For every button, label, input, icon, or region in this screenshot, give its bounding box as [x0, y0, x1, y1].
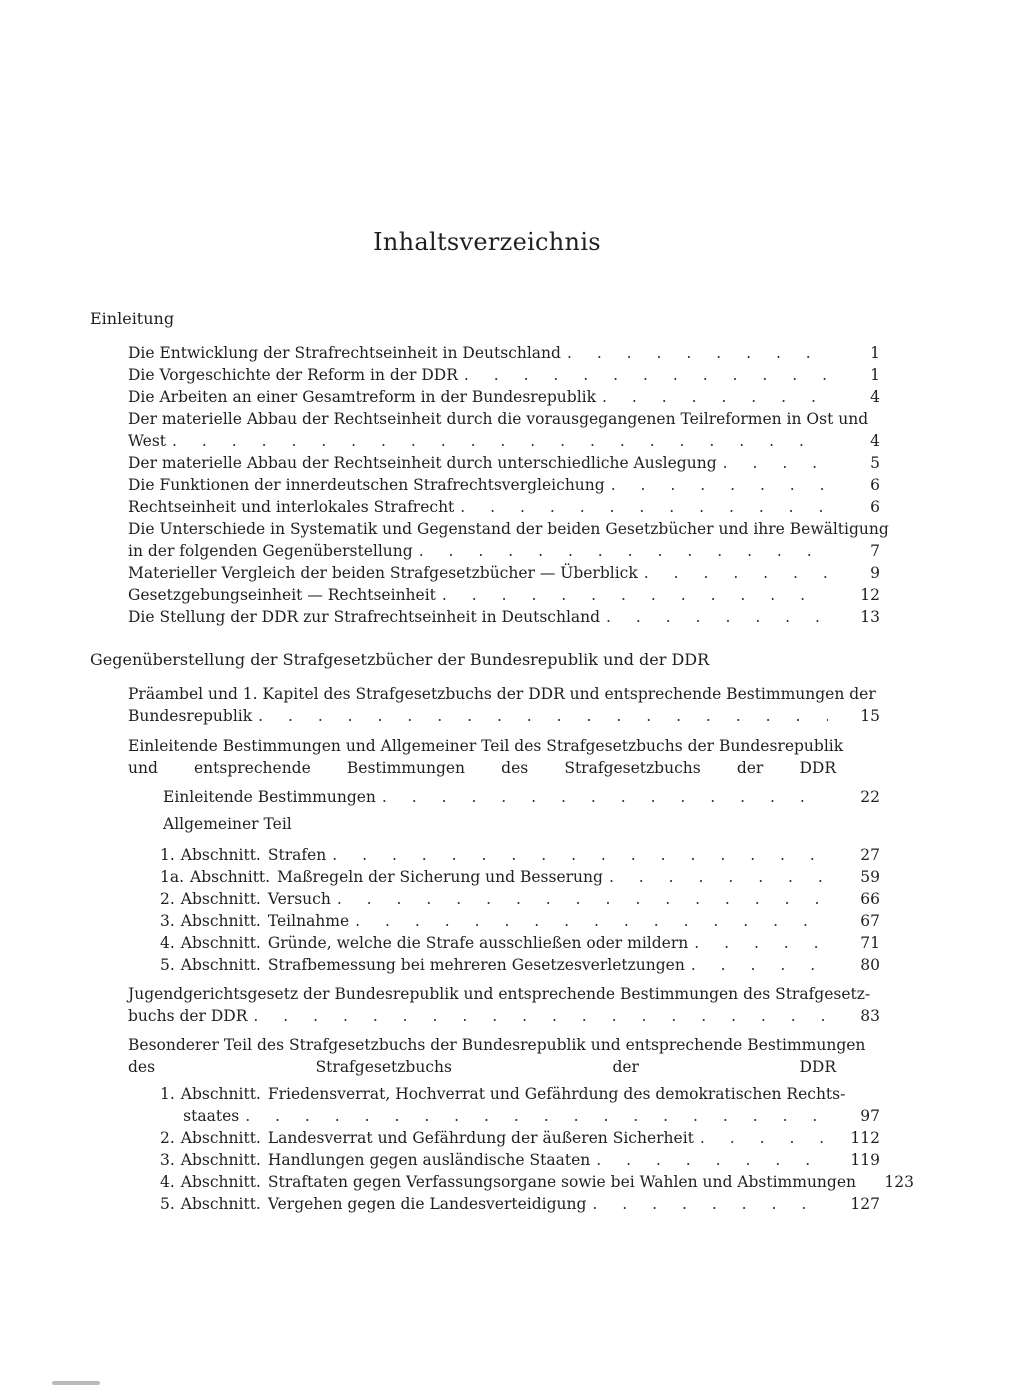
toc-entry-text: des Strafgesetzbuchs der DDR [128, 1058, 836, 1076]
toc-entry-text: in der folgenden Gegenüberstellung [128, 542, 413, 560]
page-number: 13 [860, 608, 880, 626]
dot-leader [442, 584, 828, 606]
toc-entry-text: buchs der DDR [128, 1007, 248, 1025]
dot-leader [592, 1193, 828, 1215]
page-number: 5 [870, 454, 880, 472]
page-number: 83 [860, 1007, 880, 1025]
toc-entry [128, 342, 880, 364]
toc-entry [163, 786, 880, 808]
toc-entry-text: Die Vorgeschichte der Reform in der DDR [128, 366, 458, 384]
toc-group-heading [128, 735, 880, 779]
toc-entry-text: Die Entwicklung der Strafrechtseinheit in Deutschland [128, 344, 561, 362]
page-number: 1 [870, 366, 880, 384]
abschnitt-number: 5. [160, 956, 175, 974]
page-number: 4 [870, 388, 880, 406]
toc-entry-jugend [128, 983, 880, 1027]
abschnitt-label: Abschnitt. [180, 1195, 261, 1213]
toc-entry-text: Vergehen gegen die Landesverteidigung [267, 1195, 587, 1213]
page-number: 6 [870, 476, 880, 494]
toc-entry-text: Teilnahme [267, 912, 350, 930]
abschnitt-label: Abschnitt. [180, 890, 261, 908]
toc-entry-text: Handlungen gegen ausländische Staaten [267, 1151, 591, 1169]
toc-entry-text: staates [183, 1107, 240, 1125]
dot-leader [464, 364, 828, 386]
toc-entry-text: Einleitende Bestimmungen und Allgemeiner Teil des Strafgesetzbuchs der Bundesrepublik [128, 737, 844, 755]
abschnitt-label: Abschnitt. [180, 1173, 261, 1191]
page-number: 123 [884, 1173, 914, 1191]
toc-entry-abschnitt [160, 1083, 880, 1127]
toc-entry-abschnitt [160, 866, 880, 888]
toc-entry-abschnitt [160, 910, 880, 932]
toc-entry-text: Einleitende Bestimmungen [163, 788, 376, 806]
page-number: 127 [850, 1195, 880, 1213]
abschnitt-label: Abschnitt. [180, 1085, 261, 1103]
abschnitt-label: Abschnitt. [180, 956, 261, 974]
toc-entry-text: Gesetzgebungseinheit — Rechtseinheit [128, 586, 436, 604]
dot-leader [567, 342, 828, 364]
dot-leader [245, 1105, 828, 1127]
toc-entry-text: Die Unterschiede in Systematik und Gegenstand der beiden Gesetzbücher und ihre Bewältigung [128, 520, 889, 538]
abschnitt-number: 4. [160, 934, 175, 952]
page-number: 4 [870, 432, 880, 450]
dot-leader [355, 910, 828, 932]
page-number: 67 [860, 912, 880, 930]
abschnitt-number: 1a. [160, 868, 185, 886]
toc-entry [128, 408, 880, 452]
abschnitt-label: Abschnitt. [180, 1151, 261, 1169]
toc-entry-text: Gründe, welche die Strafe ausschließen oder mildern [267, 934, 689, 952]
abschnitt-number: 4. [160, 1173, 175, 1191]
toc-entry [128, 364, 880, 386]
toc-entry-abschnitt [160, 844, 880, 866]
dot-leader [253, 1005, 828, 1027]
dot-leader [611, 474, 828, 496]
dot-leader [602, 386, 828, 408]
section-heading-gegenueberstellung: Gegenüberstellung der Strafgesetzbücher der Bundesrepublik und der DDR [90, 650, 710, 669]
toc-entry-text: Die Arbeiten an einer Gesamtreform in der Bundesrepublik [128, 388, 597, 406]
toc-entry-text: Strafen [267, 846, 327, 864]
scan-artifact [52, 1381, 100, 1385]
toc-entry-abschnitt [160, 932, 880, 954]
abschnitt-label: Abschnitt. [180, 912, 261, 930]
toc-entry-abschnitt [160, 1127, 880, 1149]
dot-leader [691, 954, 828, 976]
toc-entry-text: Straftaten gegen Verfassungsorgane sowie bei Wahlen und Abstimmungen [267, 1173, 856, 1191]
abschnitt-label: Abschnitt. [190, 868, 271, 886]
page-number: 22 [860, 788, 880, 806]
dot-leader [258, 705, 828, 727]
toc-entry [128, 562, 880, 584]
abschnitt-number: 2. [160, 1129, 175, 1147]
page-number: 27 [860, 846, 880, 864]
toc-entry-text: Präambel und 1. Kapitel des Strafgesetzbuchs der DDR und entsprechende Bestimmungen der [128, 685, 876, 703]
toc-entry-text: Der materielle Abbau der Rechtseinheit durch unterschiedliche Auslegung [128, 454, 717, 472]
toc-entry-abschnitt [160, 1171, 914, 1193]
dot-leader [382, 786, 828, 808]
toc-entry [128, 496, 880, 518]
toc-entry-text: Maßregeln der Sicherung und Besserung [277, 868, 603, 886]
toc-entry [128, 606, 880, 628]
toc-entry-text: Jugendgerichtsgesetz der Bundesrepublik und entsprechende Bestimmungen des Strafgesetz- [128, 985, 871, 1003]
page-number: 15 [860, 707, 880, 725]
dot-leader [644, 562, 828, 584]
dot-leader [700, 1127, 828, 1149]
toc-entry-abschnitt [160, 954, 880, 976]
dot-leader [694, 932, 828, 954]
page-number: 112 [850, 1129, 880, 1147]
page-number: 6 [870, 498, 880, 516]
toc-entry-abschnitt [160, 888, 880, 910]
toc-entry-text: Die Stellung der DDR zur Strafrechtseinheit in Deutschland [128, 608, 601, 626]
toc-entry [128, 584, 880, 606]
page-number: 71 [860, 934, 880, 952]
dot-leader [419, 540, 828, 562]
abschnitt-number: 5. [160, 1195, 175, 1213]
dot-leader [172, 430, 828, 452]
dot-leader [723, 452, 828, 474]
abschnitt-label: Abschnitt. [180, 846, 261, 864]
page-number: 12 [860, 586, 880, 604]
toc-entry-abschnitt [160, 1193, 880, 1215]
toc-entry-text: Strafbemessung bei mehreren Gesetzesverletzungen [267, 956, 685, 974]
toc-entry-praeambel [128, 683, 880, 727]
dot-leader [460, 496, 828, 518]
toc-entry [128, 386, 880, 408]
page-number: 7 [870, 542, 880, 560]
abschnitt-number: 1. [160, 846, 175, 864]
abschnitt-label: Abschnitt. [180, 1129, 261, 1147]
abschnitt-number: 1. [160, 1085, 175, 1103]
toc-entry-abschnitt [160, 1149, 880, 1171]
toc-entry-text: Bundesrepublik [128, 707, 253, 725]
abschnitt-number: 3. [160, 912, 175, 930]
toc-entry [128, 474, 880, 496]
toc-entry-text: Materieller Vergleich der beiden Strafgesetzbücher — Überblick [128, 564, 638, 582]
dot-leader [609, 866, 828, 888]
subheading-allgemeiner-teil: Allgemeiner Teil [163, 815, 292, 833]
toc-entry-text: Landesverrat und Gefährdung der äußeren Sicherheit [267, 1129, 694, 1147]
page-number: 97 [860, 1107, 880, 1125]
page-number: 80 [860, 956, 880, 974]
toc-entry-text: Rechtseinheit und interlokales Strafrecht [128, 498, 455, 516]
toc-entry-text: Der materielle Abbau der Rechtseinheit durch die vorausgegangenen Teilreformen in Ost und [128, 410, 869, 428]
page-number: 9 [870, 564, 880, 582]
abschnitt-label: Abschnitt. [180, 934, 261, 952]
toc-entry-text: Versuch [267, 890, 331, 908]
toc-entry-text: Die Funktionen der innerdeutschen Strafrechtsvergleichung [128, 476, 605, 494]
toc-entry-text: und entsprechende Bestimmungen des Strafgesetzbuchs der DDR [128, 759, 836, 777]
toc-entry-text: West [128, 432, 167, 450]
page-number: 66 [860, 890, 880, 908]
dot-leader [596, 1149, 828, 1171]
toc-entry-text: Friedensverrat, Hochverrat und Gefährdung des demokratischen Rechts- [267, 1085, 846, 1103]
dot-leader [337, 888, 828, 910]
section-heading-einleitung: Einleitung [90, 309, 175, 328]
toc-entry-text: Besonderer Teil des Strafgesetzbuchs der Bundesrepublik und entsprechende Bestimmungen [128, 1036, 866, 1054]
page-number: 119 [850, 1151, 880, 1169]
toc-group-heading [128, 1034, 880, 1078]
page-number: 59 [860, 868, 880, 886]
page-number: 1 [870, 344, 880, 362]
abschnitt-number: 2. [160, 890, 175, 908]
dot-leader [606, 606, 828, 628]
toc-entry [128, 452, 880, 474]
dot-leader [332, 844, 828, 866]
toc-entry [128, 518, 889, 562]
page-title: Inhaltsverzeichnis [373, 228, 601, 256]
abschnitt-number: 3. [160, 1151, 175, 1169]
